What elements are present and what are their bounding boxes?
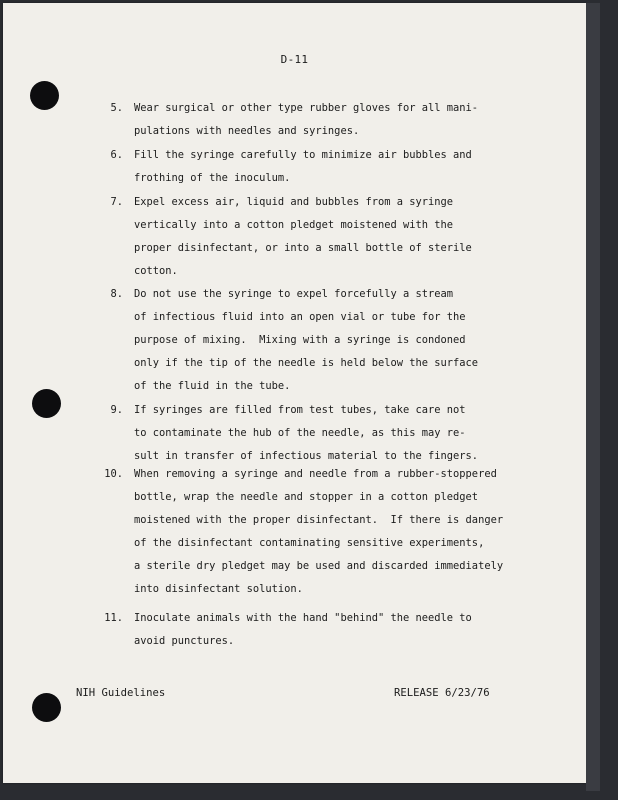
item-text-line: into disinfectant solution. — [134, 583, 303, 595]
item-text-line: purpose of mixing. Mixing with a syringe is condoned — [134, 334, 466, 346]
item-text-line: to contaminate the hub of the needle, as this may re- — [134, 427, 466, 439]
item-number: 6. — [110, 149, 123, 161]
item-text-line: pulations with needles and syringes. — [134, 125, 360, 137]
item-text-line: of the disinfectant contaminating sensitive experiments, — [134, 537, 485, 549]
item-text-line: Do not use the syringe to expel forcefully a stream — [134, 288, 454, 300]
item-text-line: proper disinfectant, or into a small bottle of sterile — [134, 242, 472, 254]
guideline-item — [3, 144, 586, 190]
item-text-line: of infectious fluid into an open vial or tube for the — [134, 311, 466, 323]
guideline-item — [3, 191, 586, 283]
guideline-item — [3, 463, 586, 601]
item-text-line: moistened with the proper disinfectant. If there is danger — [134, 514, 504, 526]
item-text-line: sult in transfer of infectious material to the fingers. — [134, 450, 479, 462]
item-text-line: When removing a syringe and needle from a rubber-stoppered — [134, 468, 497, 480]
page-header: D-11 — [280, 53, 309, 66]
guideline-item — [3, 607, 586, 653]
item-number: 11. — [104, 612, 123, 624]
item-text-line: a sterile dry pledget may be used and discarded immediately — [134, 560, 504, 572]
item-text-line: cotton. — [134, 265, 178, 277]
item-text-line: bottle, wrap the needle and stopper in a cotton pledget — [134, 491, 479, 503]
item-text-line: only if the tip of the needle is held below the surface — [134, 357, 479, 369]
item-number: 9. — [110, 404, 123, 416]
document-page — [3, 3, 586, 783]
guideline-item — [3, 283, 586, 398]
item-number: 7. — [110, 196, 123, 208]
item-text-line: of the fluid in the tube. — [134, 380, 291, 392]
page-edge-shadow — [586, 3, 600, 791]
item-text-line: If syringes are filled from test tubes, take care not — [134, 404, 466, 416]
punch-hole-bottom — [32, 693, 61, 722]
item-text-line: Expel excess air, liquid and bubbles from a syringe — [134, 196, 454, 208]
footer-release: RELEASE 6/23/76 — [394, 687, 490, 699]
item-text-line: Fill the syringe carefully to minimize air bubbles and — [134, 149, 472, 161]
item-number: 5. — [110, 102, 123, 114]
item-text-line: frothing of the inoculum. — [134, 172, 291, 184]
guideline-item — [3, 399, 586, 468]
item-text-line: Inoculate animals with the hand "behind" the needle to — [134, 612, 472, 624]
item-number: 8. — [110, 288, 123, 300]
guideline-item — [3, 97, 586, 143]
item-text-line: vertically into a cotton pledget moistened with the — [134, 219, 454, 231]
footer-source: NIH Guidelines — [76, 687, 166, 699]
item-number: 10. — [104, 468, 123, 480]
item-text-line: avoid punctures. — [134, 635, 235, 647]
item-text-line: Wear surgical or other type rubber gloves for all mani- — [134, 102, 479, 114]
